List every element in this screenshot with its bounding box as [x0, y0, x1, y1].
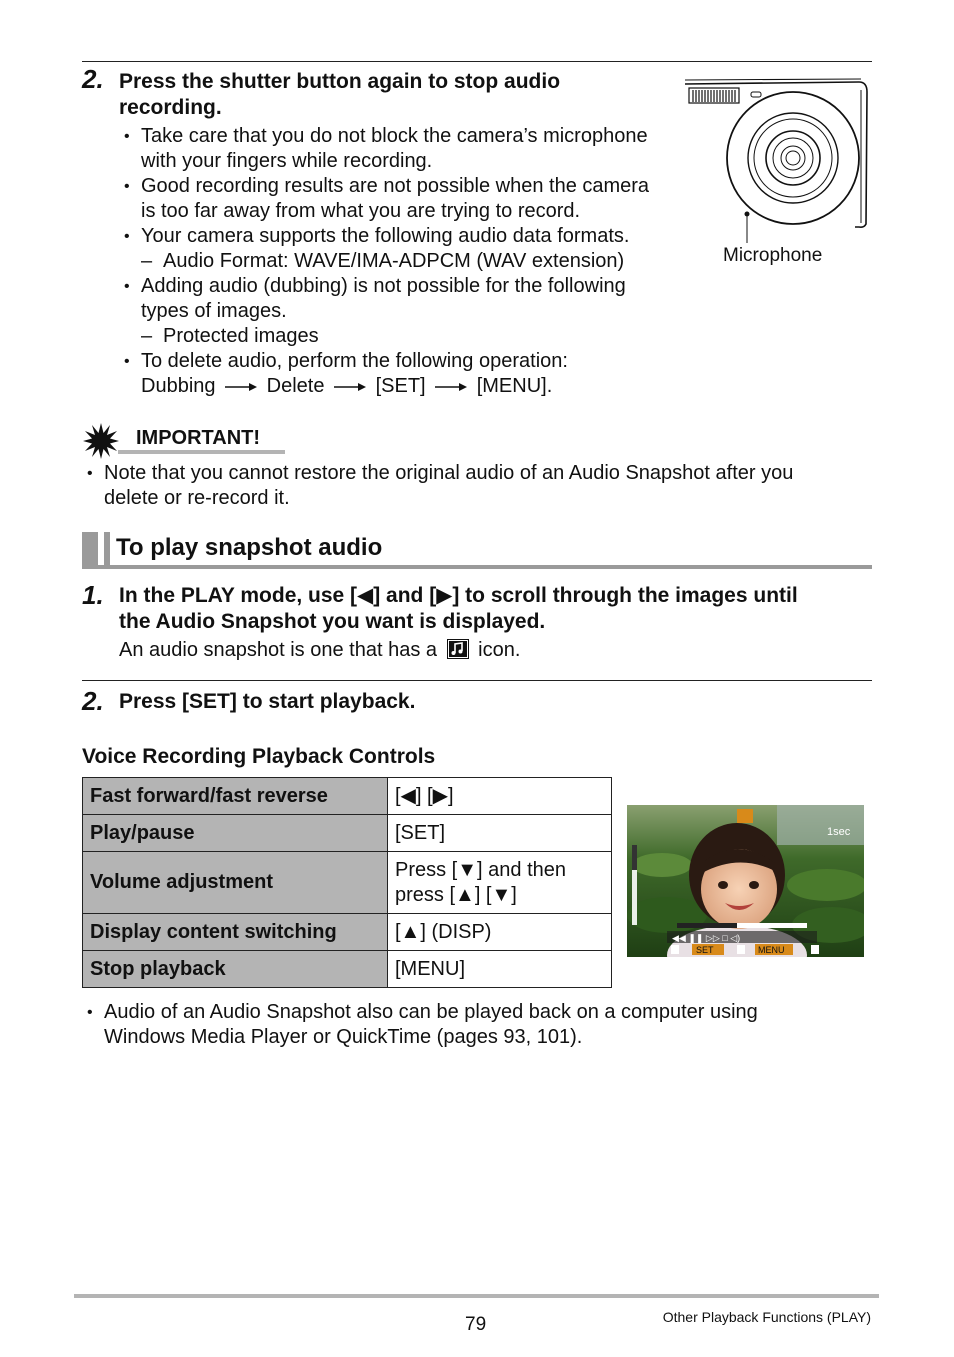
camera-illustration — [683, 78, 873, 243]
control-name: Volume adjustment — [83, 852, 388, 914]
bullet-item: • To delete audio, perform the following operation: Dubbing Delete [SET] [MENU]. — [124, 350, 568, 397]
arrow-right-icon — [334, 382, 366, 392]
important-star-icon — [83, 423, 119, 459]
playback-screen-image — [627, 805, 864, 957]
bullet-item: • Take care that you do not block the camera’s microphone with your fingers while recording. — [124, 125, 648, 172]
control-name: Stop playback — [83, 951, 388, 988]
important-note: • Note that you cannot restore the original audio of an Audio Snapshot after you delete or re-record it. — [87, 462, 794, 509]
bullet-item: • Good recording results are not possible when the camera is too far away from what you are trying to record. — [124, 175, 650, 222]
bullet-item: • Your camera supports the following audio data formats. – Audio Format: WAVE/IMA-ADPCM (WAV extension) — [124, 225, 630, 272]
control-name: Fast forward/fast reverse — [83, 778, 388, 815]
control-keys: [SET] — [388, 815, 612, 852]
step-number: 2. — [82, 686, 104, 716]
important-underline — [118, 450, 285, 454]
top-rule — [82, 61, 872, 62]
control-keys: [MENU] — [388, 951, 612, 988]
important-label: IMPORTANT! — [136, 427, 261, 449]
svg-text:◀◀ ❚❚ ▷▷ □ ◁): ◀◀ ❚❚ ▷▷ □ ◁) — [672, 933, 741, 943]
arrow-right-icon — [435, 382, 467, 392]
control-name: Display content switching — [83, 914, 388, 951]
table-row — [83, 852, 612, 914]
operation-sequence: Dubbing Delete [SET] [MENU]. — [141, 375, 553, 397]
step-description: An audio snapshot is one that has a icon. — [119, 639, 521, 661]
step-number: 1. — [82, 580, 104, 610]
control-keys: [▲] (DISP) — [388, 914, 612, 951]
step-heading: Press the shutter button again to stop audio recording. — [119, 70, 561, 119]
controls-table — [82, 777, 612, 988]
section-bar-dark — [82, 532, 98, 566]
table-row — [83, 815, 612, 852]
step-divider — [82, 680, 872, 681]
bullet-item: • Adding audio (dubbing) is not possible for the following types of images. – Protected images — [124, 275, 626, 347]
controls-title: Voice Recording Playback Controls — [82, 745, 436, 768]
control-keys: [◀] [▶] — [388, 778, 612, 815]
microphone-label: Microphone — [723, 245, 823, 266]
section-underline — [82, 565, 872, 569]
arrow-right-icon — [225, 382, 257, 392]
step-number: 2. — [82, 64, 104, 94]
section-bar-thin — [104, 532, 110, 566]
time-readout: 1sec — [827, 826, 851, 838]
table-row — [83, 778, 612, 815]
table-row — [83, 914, 612, 951]
menu-label: MENU — [758, 945, 785, 955]
control-name: Play/pause — [83, 815, 388, 852]
table-row — [83, 951, 612, 988]
page-number: 79 — [465, 1314, 487, 1335]
section-title: To play snapshot audio — [116, 534, 383, 561]
playback-note: • Audio of an Audio Snapshot also can be played back on a computer using Windows Media Player or QuickTime (pages 93, 101). — [87, 1001, 758, 1048]
control-keys: Press [▼] and then press [▲] [▼] — [388, 852, 612, 914]
audio-snapshot-icon — [447, 639, 469, 659]
step-heading: Press [SET] to start playback. — [119, 690, 416, 713]
footer-section: Other Playback Functions (PLAY) — [662, 1309, 871, 1325]
set-label: SET — [696, 945, 714, 955]
step-heading: In the PLAY mode, use [◀] and [▶] to scroll through the images until the Audio Snapshot you want is displayed. — [119, 584, 798, 633]
footer-rule — [74, 1294, 879, 1298]
